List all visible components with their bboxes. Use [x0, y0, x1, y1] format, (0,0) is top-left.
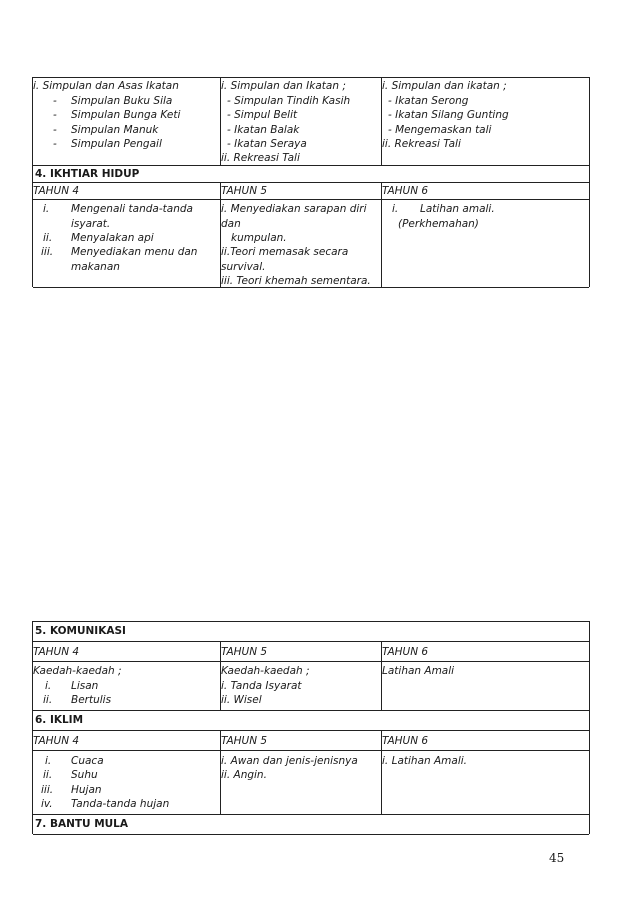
list-item: Bertulis	[71, 694, 112, 706]
section-header-bantu-mula	[33, 814, 589, 834]
list-item: ii. Wisel	[221, 694, 262, 706]
table-row-iklim	[33, 750, 589, 814]
list-item: - Ikatan Silang Gunting	[388, 109, 509, 121]
cell-tahun4-komunikasi	[33, 662, 220, 710]
cell-tahun5-simpulan	[220, 78, 381, 165]
year-cell	[33, 642, 220, 661]
list-item: Simpulan Buku Sila	[71, 95, 173, 107]
list-item: kumpulan.	[221, 232, 287, 244]
list-heading: Kaedah-kaedah ;	[33, 665, 122, 677]
cell-tahun6-iklim	[381, 751, 589, 814]
page-number: 45	[549, 851, 565, 865]
table-row-ikhtiar	[33, 199, 589, 287]
roman-marker: i.	[392, 203, 399, 215]
list-item: i. Awan dan jenis-jenisnya	[221, 755, 358, 767]
section-title: 4. IKHTIAR HIDUP	[35, 168, 140, 180]
year-cell	[220, 642, 381, 661]
list-item: Cuaca	[71, 755, 104, 767]
list-item: Menyediakan menu dan	[71, 246, 198, 258]
cell-tahun4-iklim	[33, 751, 220, 814]
year-header-row	[33, 730, 589, 750]
section-header-iklim	[33, 710, 589, 730]
list-item: ii.Teori memasak secara	[221, 246, 349, 258]
list-item: - Ikatan Balak	[227, 124, 300, 136]
list-item: Lisan	[71, 680, 99, 692]
table-row-komunikasi	[33, 661, 589, 710]
roman-marker: ii.	[43, 232, 53, 244]
list-heading: ii. Rekreasi Tali	[382, 138, 461, 150]
roman-marker: iii.	[41, 784, 54, 796]
list-item: ii. Angin.	[221, 769, 267, 781]
dash-bullet: -	[53, 124, 57, 136]
list-item: - Ikatan Seraya	[227, 138, 307, 150]
roman-marker: i.	[45, 755, 52, 767]
year-header-row	[33, 641, 589, 661]
list-heading: i. Simpulan dan Ikatan ;	[221, 80, 346, 92]
list-item: iii. Teori khemah sementara.	[221, 275, 371, 287]
year-label: TAHUN 6	[382, 185, 429, 197]
year-label: TAHUN 6	[382, 735, 429, 747]
year-cell	[220, 183, 381, 199]
section-title: 7. BANTU MULA	[35, 818, 129, 830]
roman-marker: i.	[43, 203, 50, 215]
roman-marker: ii.	[43, 769, 53, 781]
list-heading: ii. Rekreasi Tali	[221, 152, 300, 164]
list-item: Hujan	[71, 784, 102, 796]
table-bottom-border	[33, 287, 589, 288]
list-item: Suhu	[71, 769, 98, 781]
dash-bullet: -	[53, 95, 57, 107]
table-row-simpulan	[33, 77, 589, 165]
table-section-5-7	[32, 621, 590, 834]
year-cell	[381, 642, 589, 661]
list-heading: Latihan Amali	[382, 665, 455, 677]
cell-tahun5-ikhtiar	[220, 200, 381, 287]
section-title: 6. IKLIM	[35, 714, 84, 726]
roman-marker: i.	[45, 680, 52, 692]
list-item: Simpulan Pengail	[71, 138, 162, 150]
year-label: TAHUN 4	[33, 646, 80, 658]
table-section-4	[32, 77, 590, 287]
list-item: - Simpul Belit	[227, 109, 298, 121]
list-item: (Perkhemahan)	[398, 218, 479, 230]
list-item: dan	[221, 218, 241, 230]
cell-tahun6-ikhtiar	[381, 200, 589, 287]
list-item: survival.	[221, 261, 266, 273]
list-item: - Mengemaskan tali	[388, 124, 492, 136]
year-cell	[381, 731, 589, 750]
year-label: TAHUN 4	[33, 185, 80, 197]
section-header-komunikasi	[33, 621, 589, 641]
year-label: TAHUN 5	[221, 646, 268, 658]
list-item: Simpulan Bunga Keti	[71, 109, 181, 121]
dash-bullet: -	[53, 109, 57, 121]
year-cell	[33, 183, 220, 199]
cell-tahun4-simpulan	[33, 78, 220, 165]
cell-tahun5-komunikasi	[220, 662, 381, 710]
list-item: Menyalakan api	[71, 232, 154, 244]
list-item: Latihan amali.	[420, 203, 495, 215]
year-cell	[381, 183, 589, 199]
list-item: i. Tanda Isyarat	[221, 680, 302, 692]
list-item: makanan	[71, 261, 120, 273]
cell-tahun6-simpulan	[381, 78, 589, 165]
list-item: Mengenali tanda-tanda	[71, 203, 193, 215]
roman-marker: iii.	[41, 246, 54, 258]
list-item: - Simpulan Tindih Kasih	[227, 95, 351, 107]
year-label: TAHUN 5	[221, 735, 268, 747]
list-heading: i. Simpulan dan Asas Ikatan	[33, 80, 179, 92]
list-item: i. Menyediakan sarapan diri	[221, 203, 367, 215]
list-item: i. Latihan Amali.	[382, 755, 468, 767]
roman-marker: iv.	[41, 798, 53, 810]
section-title: 5. KOMUNIKASI	[35, 625, 126, 637]
year-label: TAHUN 4	[33, 735, 80, 747]
list-item: - Ikatan Serong	[388, 95, 469, 107]
list-item: isyarat.	[71, 218, 111, 230]
cell-tahun6-komunikasi	[381, 662, 589, 710]
year-header-row	[33, 182, 589, 199]
list-item: Simpulan Manuk	[71, 124, 159, 136]
year-cell	[33, 731, 220, 750]
list-heading: Kaedah-kaedah ;	[221, 665, 310, 677]
cell-tahun5-iklim	[220, 751, 381, 814]
list-heading: i. Simpulan dan ikatan ;	[382, 80, 507, 92]
year-label: TAHUN 6	[382, 646, 429, 658]
section-header-ikhtiar-hidup	[33, 165, 589, 182]
roman-marker: ii.	[43, 694, 53, 706]
year-label: TAHUN 5	[221, 185, 268, 197]
table-bottom-border	[33, 834, 589, 835]
list-item: Tanda-tanda hujan	[71, 798, 170, 810]
dash-bullet: -	[53, 138, 57, 150]
cell-tahun4-ikhtiar	[33, 200, 220, 287]
year-cell	[220, 731, 381, 750]
